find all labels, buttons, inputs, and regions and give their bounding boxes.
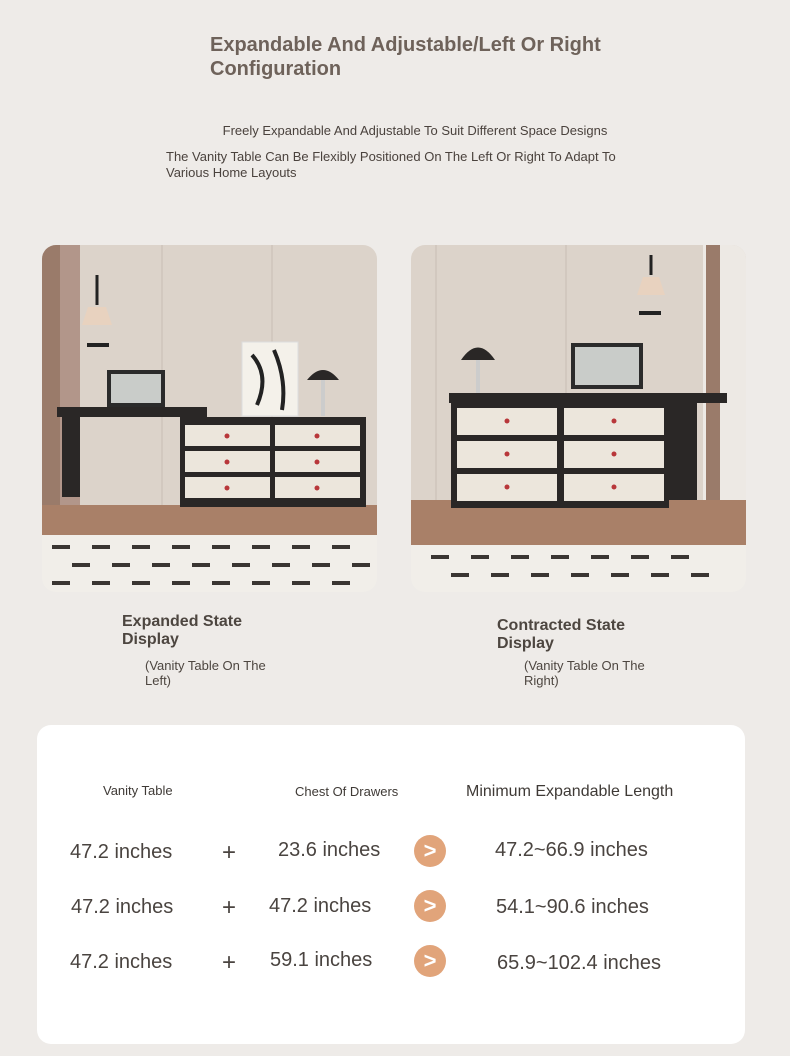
header-minimum-length: Minimum Expandable Length <box>466 783 674 800</box>
row2-chest: 47.2 inches <box>269 895 372 917</box>
row3-chest: 59.1 inches <box>270 949 373 971</box>
row2-plus: + <box>222 894 237 921</box>
row1-chest: 23.6 inches <box>278 839 381 861</box>
row1-vanity: 47.2 inches <box>70 841 173 863</box>
row1-plus: + <box>222 839 237 866</box>
row2-length: 54.1~90.6 inches <box>496 896 649 918</box>
row1-arrow-icon: > <box>414 835 446 867</box>
size-table <box>37 725 745 1044</box>
contracted-state-photo <box>411 245 746 592</box>
expanded-state-photo <box>42 245 377 592</box>
contracted-caption-title: Contracted State Display <box>497 617 626 652</box>
expanded-caption-title: Expanded State Display <box>122 613 243 648</box>
row2-arrow-icon: > <box>414 890 446 922</box>
header-chest-of-drawers: Chest Of Drawers <box>295 784 399 799</box>
page-title: Expandable And Adjustable/Left Or Right Configuration <box>210 34 601 80</box>
header-vanity-table: Vanity Table <box>103 783 173 798</box>
row1-length: 47.2~66.9 inches <box>495 839 648 861</box>
description: The Vanity Table Can Be Flexibly Positioned On The Left Or Right To Adapt To Various Home Layouts <box>166 149 616 180</box>
expanded-caption-sub: (Vanity Table On The Left) <box>145 658 266 688</box>
row3-arrow-icon: > <box>414 945 446 977</box>
contracted-caption-sub: (Vanity Table On The Right) <box>524 658 645 688</box>
row2-vanity: 47.2 inches <box>71 896 174 918</box>
row3-vanity: 47.2 inches <box>70 951 173 973</box>
subtitle: Freely Expandable And Adjustable To Suit Different Space Designs <box>222 123 608 138</box>
row3-plus: + <box>222 949 237 976</box>
row3-length: 65.9~102.4 inches <box>497 952 662 974</box>
